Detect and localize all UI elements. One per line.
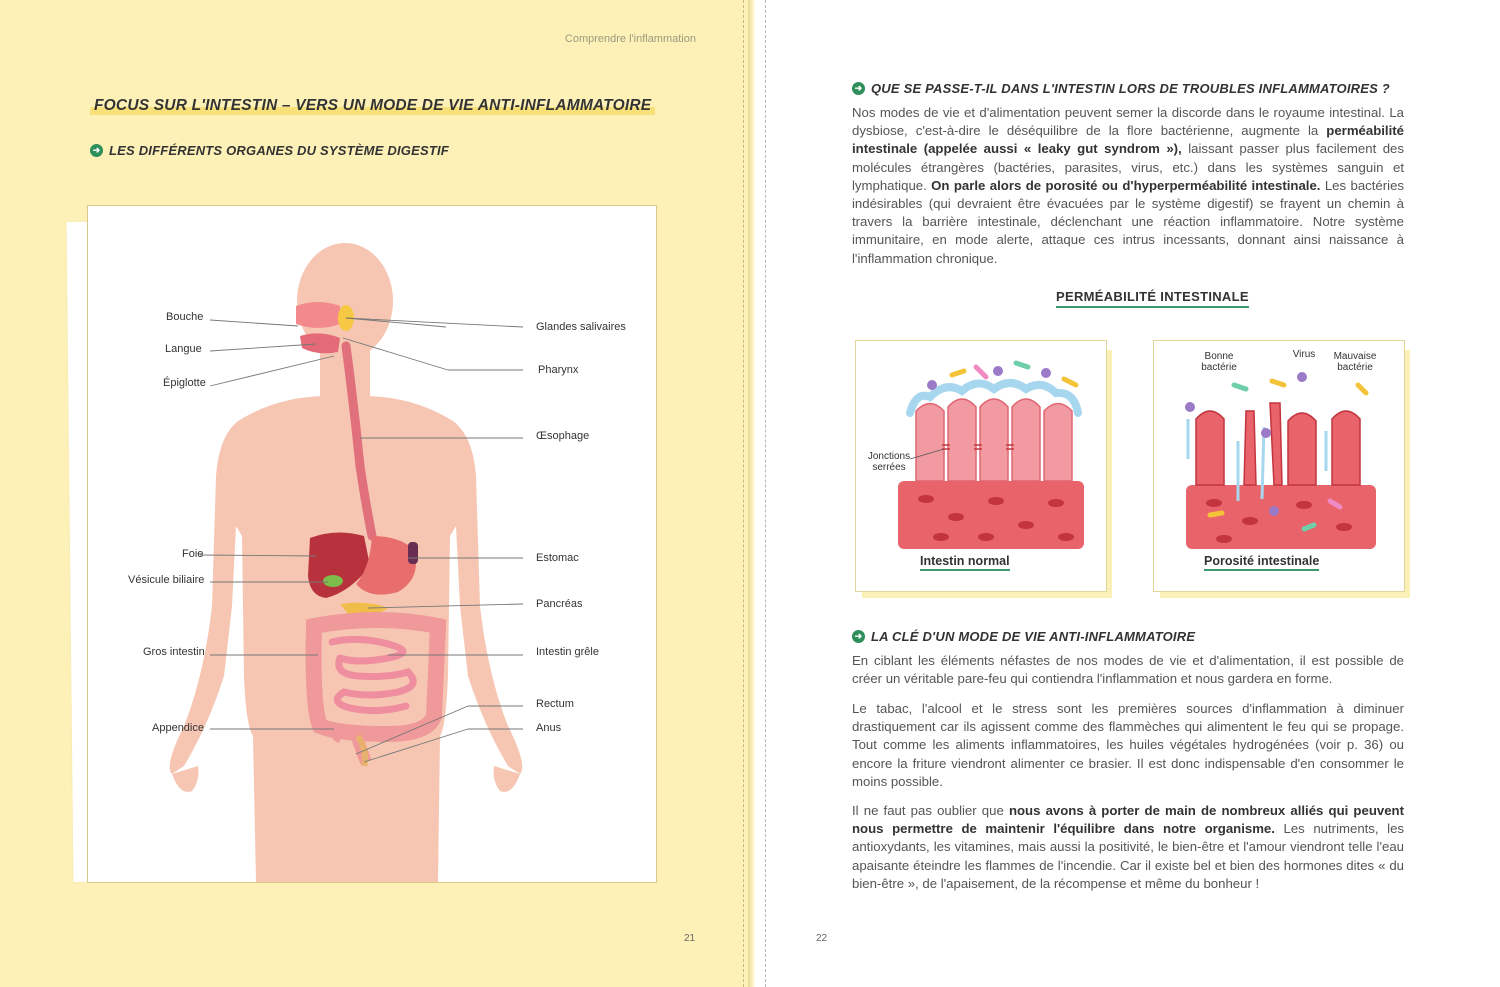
paragraph-tabac-alcool-stress: Le tabac, l'alcool et le stress sont les premières sources d'inflammation à diminuer drastiquement car ils agissent comme des flammèches qui alimentent le feu qui se propage. Tout comme les aliments inflammatoires, les huiles végétales hydrogénées (voir p. 36) ou encore la friture viendront alimenter ce brasier. Il est donc indispensable d'en consommer le moins possible. (852, 701, 1404, 789)
page-number-left: 21 (684, 933, 696, 944)
label-pharynx: Pharynx (538, 364, 579, 376)
note-virus: Virus (1292, 349, 1316, 360)
label-rectum: Rectum (536, 698, 574, 710)
para1-bold-2: On parle alors de porosité ou d'hyperperméabilité intestinale. (931, 177, 1321, 193)
label-vesicule-biliaire: Vésicule biliaire (128, 574, 205, 586)
label-bouche: Bouche (166, 311, 204, 323)
section-title-inflammatory-troubles-text: QUE SE PASSE-T-IL DANS L'INTESTIN LORS DE TROUBLES INFLAMMATOIRES ? (871, 81, 1390, 96)
section-title-organs (90, 143, 449, 158)
label-intestin-grele: Intestin grêle (536, 646, 599, 658)
section-title-organs-text: LES DIFFÉRENTS ORGANES DU SYSTÈME DIGESTIF (109, 143, 449, 158)
para4-bold-1: nous avons à porter de main de nombreux alliés qui peuvent nous permettre de maintenir l'équilibre dans notre organisme. (852, 803, 1404, 837)
figure-title-permeability: PERMÉABILITÉ INTESTINALE (1056, 289, 1249, 308)
human-body-illustration (88, 206, 656, 882)
paragraph-pare-feu: En ciblant les éléments néfastes de nos modes de vie et d'alimentation, il est possible de créer un véritable pare-feu qui contiendra l'inflammation et nous gardera en forme. (852, 653, 1404, 687)
label-oesophage: Œsophage (536, 430, 590, 442)
arrow-bullet-icon: ➜ (852, 630, 865, 643)
book-gutter (748, 0, 756, 987)
caption-porosite-intestinale: Porosité intestinale (1204, 554, 1319, 571)
section-title-anti-inflammatory-key-text: LA CLÉ D'UN MODE DE VIE ANTI-INFLAMMATOIRE (871, 629, 1196, 644)
figure-intestin-normal (855, 340, 1107, 592)
section-title-anti-inflammatory-key (852, 629, 1195, 644)
page-edge-dashes-left (743, 0, 745, 987)
digestive-system-diagram (87, 205, 657, 883)
label-anus: Anus (536, 722, 562, 734)
figure-porosite-intestinale (1153, 340, 1405, 592)
caption-intestin-normal: Intestin normal (920, 554, 1010, 571)
label-appendice: Appendice (152, 722, 204, 734)
running-head: Comprendre l'inflammation (564, 33, 696, 45)
page-number-right: 22 (816, 933, 828, 944)
page-edge-dashes-right (765, 0, 767, 987)
para4-text-2: Les nutriments, les antioxydants, les vitamines, mais aussi la positivité, le bien-être et l'amour viendront telle l'eau apaisante éteindre les flammes de l'incendie. Car il existe bel et bien des hormones dites « du bien-être », de l'apaisement, de la récompense et même du bonheur ! (852, 821, 1404, 891)
label-foie: Foie (182, 548, 204, 560)
arrow-bullet-icon: ➜ (852, 82, 865, 95)
label-glandes-salivaires: Glandes salivaires (536, 321, 626, 333)
para1-text-1: Nos modes de vie et d'alimentation peuvent semer la discorde dans le royaume intestinal. La dysbiose, c'est-à-dire le déséquilibre de la flore bactérienne, augmente la (852, 105, 1404, 139)
para1-text-2: laissant passer plus facilement des molécules étrangères (bactéries, parasites, virus, etc.) dans les systèmes sanguin et lymphatique. (852, 141, 1404, 193)
note-mauvaise-bacterie: Mauvaise bactérie (1333, 351, 1377, 373)
para4-text-1: Il ne faut pas oublier que (852, 803, 1009, 818)
para1-bold-1: perméabilité intestinale (appelée aussi « leaky gut syndrom »), (852, 123, 1404, 157)
label-estomac: Estomac (536, 552, 579, 564)
label-pancreas: Pancréas (536, 598, 583, 610)
note-bonne-bacterie: Bonne bactérie (1201, 351, 1237, 373)
para1-text-3: Les bactéries indésirables (qui devraient être évacuées par le système digestif) se frayent un chemin à travers la barrière intestinale, déclenchant une réaction inflammatoire. Notre système immunitaire, en mode alerte, attaque ces intrus incessants, donnant ainsi naissance à l'inflammation chronique. (852, 177, 1405, 266)
label-gros-intestin: Gros intestin (143, 646, 205, 658)
paragraph-dysbiosis (852, 104, 1404, 268)
label-epiglotte: Épiglotte (163, 377, 206, 389)
focus-title: FOCUS SUR L'INTESTIN – VERS UN MODE DE VIE ANTI-INFLAMMATOIRE (90, 97, 655, 115)
label-langue: Langue (165, 343, 202, 355)
paragraph-allies (852, 802, 1404, 893)
arrow-bullet-icon: ➜ (90, 144, 103, 157)
note-jonctions-serrees: Jonctions serrées (867, 451, 911, 473)
section-title-inflammatory-troubles (852, 81, 1390, 96)
